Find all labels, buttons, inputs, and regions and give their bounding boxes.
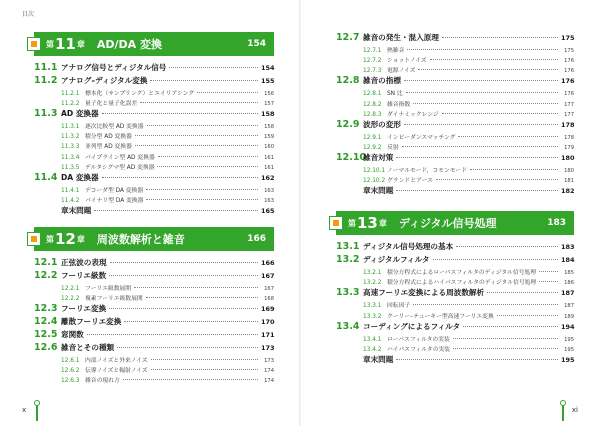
entry-page: 187	[561, 289, 575, 298]
entry-title: 並列型 AD 変換器	[85, 144, 132, 151]
entry-page: 175	[561, 34, 575, 42]
toc-section-entry[interactable]	[336, 185, 574, 198]
entry-title: バイナリ型 DA 変換器	[85, 198, 144, 205]
dot-leader	[157, 166, 258, 167]
dot-leader	[413, 103, 558, 104]
entry-number: 12.7.1	[363, 47, 382, 54]
toc-subsection-entry[interactable]	[34, 195, 274, 205]
entry-page: 165	[261, 207, 275, 216]
bookmark-pin-icon	[34, 400, 40, 422]
entry-page: 174	[264, 378, 274, 385]
entry-title: 雑音の指標	[363, 76, 401, 86]
dot-leader	[158, 156, 258, 157]
chapter-number: 12	[55, 230, 76, 249]
dot-leader	[470, 169, 558, 170]
toc-subsection-entry[interactable]	[336, 311, 574, 321]
chapter-marker-icon	[27, 37, 41, 51]
toc-subsection-entry[interactable]	[336, 165, 574, 175]
entry-number: 11.3.5	[61, 164, 80, 171]
toc-section-entry[interactable]	[34, 205, 274, 218]
entry-page: 195	[564, 336, 574, 343]
entry-number: 12.8	[336, 75, 360, 87]
entry-page: 186	[564, 280, 574, 287]
chapter-suffix: 章	[76, 39, 85, 49]
toc-section-entry[interactable]	[336, 32, 574, 45]
entry-page: 167	[264, 285, 274, 292]
chapter-page: 183	[547, 218, 566, 229]
chapter-number: 13	[357, 214, 378, 233]
entry-title: コーディングによるフィルタ	[363, 321, 461, 331]
page-gutter	[299, 0, 301, 426]
dot-leader	[463, 326, 558, 327]
entry-title: フーリエ級数展開	[85, 285, 132, 292]
entry-page: 163	[264, 198, 274, 205]
dot-leader	[110, 262, 258, 263]
entry-title: 窓関数	[61, 330, 84, 340]
entry-page: 170	[261, 318, 275, 327]
chapter-title: 周波数解析と雑音	[96, 233, 185, 247]
toc-subsection-entry[interactable]	[34, 283, 274, 293]
entry-title: 雑音の発生・混入原理	[363, 33, 439, 42]
entry-number: 12.7.3	[363, 68, 382, 75]
entry-number: 12.10	[336, 152, 367, 164]
entry-number: 12.2.2	[61, 296, 80, 303]
dot-leader	[146, 189, 258, 190]
entry-page: 176	[564, 68, 574, 75]
entry-page: 179	[564, 144, 574, 151]
toc-subsection-entry[interactable]	[336, 45, 574, 55]
entry-title: 複素フーリエ級数展開	[85, 296, 143, 303]
entry-title: 雑音の現れ方	[85, 378, 120, 385]
toc-section-entry[interactable]	[336, 241, 574, 254]
chapter-number: 11	[55, 35, 76, 53]
dot-leader	[123, 379, 258, 380]
toc-section-entry[interactable]	[336, 287, 574, 300]
chapter-title: AD/DA 変換	[96, 38, 163, 51]
entry-page: 163	[264, 187, 274, 194]
dot-leader	[134, 287, 258, 288]
entry-title: ディジタル信号処理の基本	[363, 242, 454, 252]
entry-page: 185	[564, 270, 574, 277]
toc-subsection-entry[interactable]	[336, 55, 574, 65]
toc-subsection-entry[interactable]	[34, 355, 274, 365]
entry-title: インピーダンスマッチング	[387, 134, 456, 141]
entry-title: アナログ–ディジタル変換	[61, 75, 148, 85]
entry-title: 波形の変形	[363, 119, 401, 129]
entry-page: 176	[561, 77, 575, 86]
entry-page: 189	[564, 313, 574, 320]
bookmark-pin-icon	[560, 400, 566, 422]
toc-section-entry[interactable]	[34, 329, 274, 342]
dot-leader	[539, 281, 558, 282]
entry-number: 12.6.1	[61, 357, 80, 364]
entry-number: 12.8.3	[363, 111, 382, 118]
entry-page: 166	[261, 259, 275, 268]
entry-page: 180	[564, 168, 574, 175]
entry-title: 雑音とその種類	[61, 342, 115, 352]
dot-leader	[151, 369, 258, 370]
entry-page: 161	[264, 154, 274, 161]
entry-number: 12.9.2	[363, 144, 382, 151]
entry-title: フーリエ変換	[61, 304, 107, 314]
dot-leader	[539, 271, 558, 272]
entry-number: 11.4.2	[61, 198, 80, 205]
entry-page: 155	[261, 76, 275, 85]
entry-title: 回転因子	[387, 303, 411, 310]
entry-number: 11.3.3	[61, 144, 80, 151]
entry-number: 12.9	[336, 118, 360, 130]
entry-number: 11.2.1	[61, 90, 80, 97]
dot-leader	[117, 347, 258, 348]
dot-leader	[456, 246, 558, 247]
entry-title: 雑音指数	[387, 101, 411, 108]
entry-title: パイプライン型 AD 変換器	[85, 154, 155, 161]
entry-page: 157	[264, 100, 274, 107]
toc-section-entry[interactable]	[34, 172, 274, 185]
entry-title: 量子化と量子化誤差	[85, 100, 138, 107]
entry-number: 12.10.2	[363, 178, 386, 185]
entry-title: デコーダ型 DA 変換器	[85, 187, 144, 194]
entry-title: 積分型 AD 変換器	[85, 134, 132, 141]
entry-page: 182	[561, 187, 575, 196]
toc-subsection-entry[interactable]	[34, 141, 274, 151]
dot-leader	[151, 359, 258, 360]
entry-page: 154	[261, 64, 275, 72]
entry-title: ノーマルモード，コモンモード	[387, 168, 467, 175]
chapter-marker-icon	[329, 216, 343, 230]
chapter-marker-icon	[27, 232, 41, 246]
toc-subsection-entry[interactable]	[34, 121, 274, 131]
dot-leader	[87, 334, 258, 335]
entry-number: 11.2.2	[61, 100, 80, 107]
toc-section-entry[interactable]	[34, 257, 274, 270]
entry-title: 雑音対策	[363, 153, 394, 163]
entry-title: アナログ信号とディジタル信号	[61, 63, 167, 72]
entry-title: ローパスフィルタの実装	[387, 336, 450, 343]
entry-number: 12.8.1	[363, 91, 382, 98]
toc-section-entry[interactable]	[34, 316, 274, 329]
dot-leader	[442, 37, 558, 38]
entry-title: SN 比	[387, 91, 403, 98]
entry-number: 13.4	[336, 320, 360, 332]
entry-number: 11.3.2	[61, 134, 80, 141]
dot-leader	[169, 67, 258, 68]
entry-number: 13.1	[336, 241, 360, 253]
entry-number: 12.10.1	[363, 168, 386, 175]
toc-section-entry[interactable]	[34, 62, 274, 75]
entry-number: 12.9.1	[363, 134, 382, 141]
entry-title: 積分方程式によるローパスフィルタのディジタル信号処理	[387, 270, 537, 277]
dot-leader	[396, 359, 558, 360]
right-page-number: xi	[571, 406, 578, 414]
entry-number: 13.2	[336, 254, 360, 266]
chapter-title: ディジタル信号処理	[398, 217, 497, 231]
entry-title: AD 変換器	[61, 109, 99, 119]
toc-subsection-entry[interactable]	[336, 132, 574, 142]
running-head: 目次	[22, 11, 35, 18]
entry-number: 12.6.3	[61, 378, 80, 385]
entry-title: ショットノイズ	[387, 58, 427, 65]
toc-section-entry[interactable]	[336, 354, 574, 367]
toc-subsection-entry[interactable]	[34, 131, 274, 141]
toc-subsection-entry[interactable]	[336, 65, 574, 75]
dot-leader	[402, 146, 558, 147]
dot-leader	[197, 92, 258, 93]
entry-title: 伝導ノイズと輻射ノイズ	[85, 368, 148, 375]
dot-leader	[146, 199, 258, 200]
dot-leader	[135, 135, 258, 136]
dot-leader	[453, 338, 558, 339]
entry-title: 高速フーリエ変換による周波数解析	[363, 288, 485, 298]
toc-subsection-entry[interactable]	[336, 300, 574, 310]
toc-section-entry[interactable]	[336, 75, 574, 88]
chapter-header[interactable]	[34, 227, 274, 251]
entry-title: 標本化（サンプリング）とエイリアシング	[85, 90, 195, 97]
toc-section-entry[interactable]	[34, 342, 274, 355]
dot-leader	[147, 125, 259, 126]
entry-page: 159	[264, 134, 274, 141]
dot-leader	[407, 49, 558, 50]
entry-page: 176	[564, 91, 574, 98]
dot-leader	[124, 321, 258, 322]
entry-page: 176	[564, 58, 574, 65]
toc-subsection-entry[interactable]	[336, 277, 574, 287]
entry-title: 正弦波の表現	[61, 258, 107, 268]
entry-number: 11.3.1	[61, 124, 80, 131]
entry-number: 13.3.2	[363, 313, 382, 320]
dot-leader	[404, 124, 558, 125]
dot-leader	[433, 259, 558, 260]
entry-title: ダイナミックレンジ	[387, 111, 439, 118]
right-page-column	[336, 32, 574, 367]
entry-number: 12.1	[34, 257, 58, 269]
entry-number: 13.4.1	[363, 336, 382, 343]
chapter-prefix: 第	[348, 218, 356, 228]
entry-title: 積分方程式によるハイパスフィルタのディジタル信号処理	[387, 280, 537, 287]
entry-number: 12.8.2	[363, 101, 382, 108]
dot-leader	[458, 136, 558, 137]
entry-number: 12.2	[34, 270, 58, 282]
toc-section-entry[interactable]	[336, 321, 574, 334]
entry-title: 章末問題	[363, 355, 394, 365]
dot-leader	[396, 190, 558, 191]
entry-number: 11.4.1	[61, 187, 80, 194]
toc-subsection-entry[interactable]	[34, 365, 274, 375]
left-page-column	[34, 32, 274, 385]
chapter-prefix: 第	[46, 39, 54, 49]
toc-subsection-entry[interactable]	[34, 98, 274, 108]
dot-leader	[102, 113, 258, 114]
entry-number: 12.7.2	[363, 58, 382, 65]
spacer	[34, 218, 274, 227]
chapter-header[interactable]	[34, 32, 274, 56]
entry-page: 162	[261, 173, 275, 182]
entry-number: 11.3.4	[61, 154, 80, 161]
entry-page: 171	[261, 331, 275, 340]
entry-number: 12.6.2	[61, 368, 80, 375]
chapter-page: 166	[247, 234, 266, 245]
dot-leader	[146, 297, 258, 298]
toc-subsection-entry[interactable]	[336, 267, 574, 277]
toc-section-entry[interactable]	[34, 108, 274, 121]
toc-subsection-entry[interactable]	[336, 142, 574, 152]
toc-subsection-entry[interactable]	[336, 334, 574, 344]
toc-section-entry[interactable]	[34, 75, 274, 88]
entry-number: 12.7	[336, 32, 360, 43]
chapter-suffix: 章	[378, 218, 387, 228]
entry-page: 160	[264, 144, 274, 151]
toc-subsection-entry[interactable]	[336, 88, 574, 98]
entry-page: 195	[561, 356, 575, 365]
entry-page: 195	[564, 346, 574, 353]
dot-leader	[150, 80, 258, 81]
entry-title: 電源ノイズ	[387, 68, 416, 75]
toc-subsection-entry[interactable]	[34, 185, 274, 195]
toc-subsection-entry[interactable]	[34, 293, 274, 303]
entry-title: 離散フーリエ変換	[61, 317, 122, 327]
chapter-prefix: 第	[46, 234, 54, 244]
entry-page: 181	[564, 178, 574, 185]
entry-page: 161	[264, 164, 274, 171]
dot-leader	[109, 275, 258, 276]
entry-page: 178	[564, 134, 574, 141]
dot-leader	[436, 179, 558, 180]
entry-title: 章末問題	[363, 186, 394, 196]
toc-subsection-entry[interactable]	[34, 375, 274, 385]
entry-number: 13.4.2	[363, 346, 382, 353]
entry-title: 反射	[387, 144, 399, 151]
toc-subsection-entry[interactable]	[336, 175, 574, 185]
entry-page: 178	[561, 120, 575, 129]
spacer	[336, 198, 574, 211]
toc-subsection-entry[interactable]	[336, 344, 574, 354]
toc-section-entry[interactable]	[336, 152, 574, 165]
entry-page: 184	[561, 256, 575, 265]
dot-leader	[442, 113, 558, 114]
entry-title: DA 変換器	[61, 172, 99, 182]
dot-leader	[404, 80, 558, 81]
entry-title: 熱雑音	[387, 47, 405, 54]
entry-page: 183	[561, 243, 575, 252]
entry-title: 逐次比較型 AD 変換器	[85, 124, 144, 131]
toc-section-entry[interactable]	[34, 270, 274, 283]
entry-number: 12.3	[34, 303, 58, 315]
entry-title: 内部ノイズと外来ノイズ	[85, 357, 148, 364]
entry-page: 169	[261, 305, 275, 314]
dot-leader	[109, 308, 258, 309]
dot-leader	[487, 292, 558, 293]
entry-page: 180	[561, 154, 575, 163]
entry-page: 177	[564, 101, 574, 108]
toc-subsection-entry[interactable]	[34, 162, 274, 172]
entry-number: 11.3	[34, 108, 58, 120]
dot-leader	[406, 92, 558, 93]
dot-leader	[102, 177, 258, 178]
entry-number: 13.3.1	[363, 303, 382, 310]
dot-leader	[396, 157, 558, 158]
chapter-suffix: 章	[76, 234, 85, 244]
entry-page: 168	[264, 296, 274, 303]
entry-number: 11.1	[34, 62, 58, 73]
dot-leader	[135, 145, 258, 146]
entry-number: 12.5	[34, 329, 58, 341]
entry-title: クーリー–テューキー型高速フーリエ変換	[387, 313, 494, 320]
entry-page: 167	[261, 272, 275, 281]
entry-page: 187	[564, 303, 574, 310]
entry-page: 158	[264, 124, 274, 131]
entry-number: 12.6	[34, 341, 58, 353]
entry-page: 158	[261, 110, 275, 119]
entry-number: 11.2	[34, 74, 58, 86]
dot-leader	[94, 210, 258, 211]
entry-page: 156	[264, 90, 274, 97]
chapter-page: 154	[247, 39, 266, 49]
entry-title: デルタシグマ型 AD 変換器	[85, 164, 155, 171]
entry-number: 13.2.2	[363, 280, 382, 287]
entry-title: ハイパスフィルタの実装	[387, 346, 450, 353]
toc-subsection-entry[interactable]	[34, 88, 274, 98]
entry-number: 13.3	[336, 287, 360, 299]
chapter-header[interactable]	[336, 211, 574, 235]
entry-number: 13.2.1	[363, 270, 382, 277]
dot-leader	[453, 348, 558, 349]
toc-section-entry[interactable]	[34, 303, 274, 316]
toc-subsection-entry[interactable]	[336, 99, 574, 109]
entry-page: 174	[264, 368, 274, 375]
left-page-number: x	[22, 406, 27, 414]
entry-number: 12.2.1	[61, 285, 80, 292]
dot-leader	[413, 304, 558, 305]
toc-subsection-entry[interactable]	[34, 152, 274, 162]
entry-number: 12.4	[34, 316, 58, 328]
entry-page: 173	[261, 343, 275, 352]
entry-title: フーリエ級数	[61, 271, 107, 281]
entry-title: 章末問題	[61, 206, 92, 216]
toc-section-entry[interactable]	[336, 254, 574, 267]
toc-section-entry[interactable]	[336, 119, 574, 132]
entry-title: ディジタルフィルタ	[363, 255, 430, 265]
entry-title: グランドとアース	[387, 178, 433, 185]
entry-page: 175	[564, 47, 574, 54]
dot-leader	[418, 69, 558, 70]
dot-leader	[430, 59, 558, 60]
entry-page: 177	[564, 111, 574, 118]
toc-subsection-entry[interactable]	[336, 109, 574, 119]
entry-page: 194	[561, 322, 575, 331]
dot-leader	[497, 315, 558, 316]
entry-number: 11.4	[34, 171, 58, 183]
entry-page: 173	[264, 357, 274, 364]
dot-leader	[140, 102, 258, 103]
